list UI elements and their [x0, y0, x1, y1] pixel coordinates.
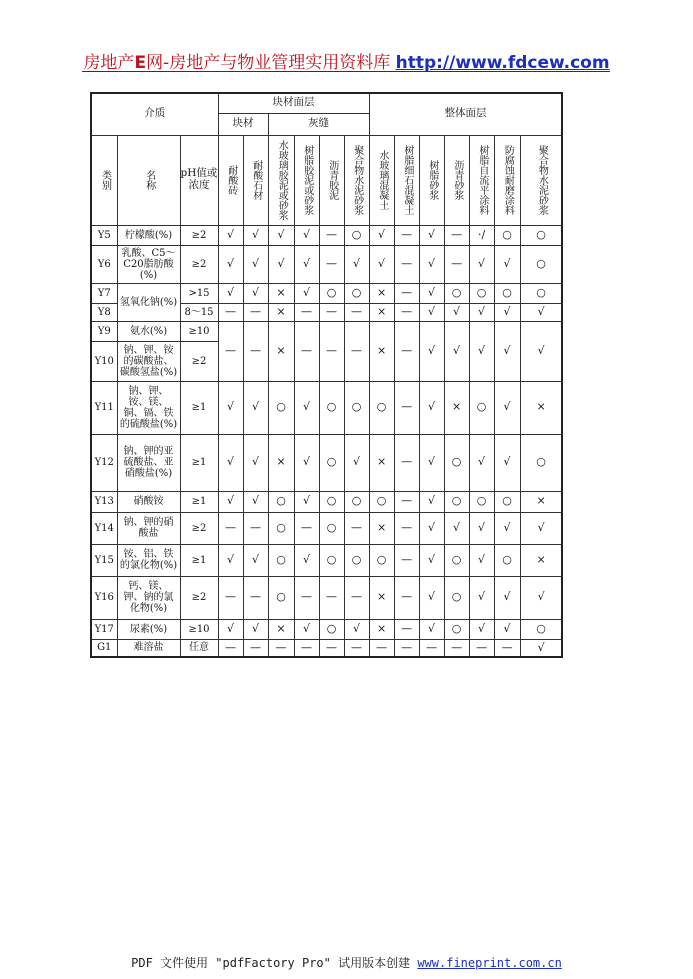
row-code: Y10	[91, 341, 117, 381]
table-cell: —	[419, 639, 444, 657]
table-cell: ×	[369, 303, 394, 321]
table-cell: —	[218, 512, 243, 544]
table-cell: ○	[469, 381, 494, 434]
table-cell: ○	[268, 576, 294, 619]
table-cell: √	[294, 544, 319, 576]
table-cell: ○	[344, 283, 369, 303]
table-cell: —	[243, 321, 268, 381]
table-row	[91, 283, 562, 303]
table-cell: —	[394, 245, 419, 283]
table-cell: √	[344, 619, 369, 639]
table-cell: —	[344, 512, 369, 544]
table-cell: √	[243, 381, 268, 434]
header-block-layer: 块材面层	[218, 93, 369, 113]
table-cell: √	[494, 512, 520, 544]
table-cell: ○	[319, 619, 344, 639]
row-ph: 8～15	[180, 303, 218, 321]
footer-text: PDF 文件使用 "pdfFactory Pro" 试用版本创建	[131, 956, 418, 970]
table-cell: ○	[268, 512, 294, 544]
table-cell: √	[469, 303, 494, 321]
table-cell: ○	[520, 434, 562, 491]
table-cell: √	[294, 283, 319, 303]
table-cell: √	[218, 544, 243, 576]
table-cell: √	[494, 303, 520, 321]
table-cell: √	[469, 619, 494, 639]
table-row	[91, 576, 562, 619]
table-cell: ·/	[469, 225, 494, 245]
table-cell: √	[294, 381, 319, 434]
row-ph: ≥1	[180, 434, 218, 491]
table-cell: √	[419, 576, 444, 619]
table-cell: ×	[369, 321, 394, 381]
table-cell: ○	[319, 381, 344, 434]
row-name: 氢氧化钠(%)	[117, 283, 180, 321]
col-header-5: 聚合物水泥砂浆	[344, 135, 369, 225]
header-url-link[interactable]: http://www.fdcew.com	[395, 53, 610, 73]
table-cell: √	[243, 434, 268, 491]
table-cell: ×	[369, 512, 394, 544]
table-cell: √	[419, 321, 444, 381]
row-code: Y5	[91, 225, 117, 245]
table-cell: √	[218, 434, 243, 491]
table-cell: √	[419, 544, 444, 576]
table-cell: —	[268, 639, 294, 657]
col-header-7: 树脂细石混凝土	[394, 135, 419, 225]
table-cell: ○	[444, 544, 469, 576]
table-cell: —	[243, 512, 268, 544]
table-cell: √	[243, 283, 268, 303]
table-cell: —	[243, 639, 268, 657]
table-cell: ○	[520, 619, 562, 639]
row-ph: ≥2	[180, 225, 218, 245]
row-name: 钠、钾的硝酸盐	[117, 512, 180, 544]
table-cell: ○	[444, 619, 469, 639]
header-name: 名称	[117, 135, 180, 225]
table-cell: —	[394, 619, 419, 639]
col-header-1: 耐酸石材	[243, 135, 268, 225]
row-name: 难溶盐	[117, 639, 180, 657]
table-cell: —	[394, 639, 419, 657]
row-ph: ≥2	[180, 245, 218, 283]
table-cell: √	[469, 544, 494, 576]
table-cell: √	[419, 381, 444, 434]
header-huifeng: 灰缝	[268, 113, 369, 135]
col-header-0: 耐酸砖	[218, 135, 243, 225]
table-cell: —	[319, 245, 344, 283]
table-cell: ○	[319, 512, 344, 544]
table-cell: —	[369, 639, 394, 657]
col-header-2: 水玻璃胶泥或砂浆	[268, 135, 294, 225]
row-name: 钙、镁、钾、钠的氯化物(%)	[117, 576, 180, 619]
table-cell: √	[218, 619, 243, 639]
table-cell: ×	[369, 283, 394, 303]
table-cell: —	[319, 303, 344, 321]
row-ph: ≥1	[180, 381, 218, 434]
table-cell: —	[444, 225, 469, 245]
table-cell: ×	[369, 619, 394, 639]
col-header-11: 防腐蚀耐磨涂料	[494, 135, 520, 225]
table-cell: √	[444, 303, 469, 321]
table-cell: √	[243, 225, 268, 245]
table-cell: —	[319, 225, 344, 245]
row-code: G1	[91, 639, 117, 657]
table-cell: —	[394, 381, 419, 434]
table-cell: —	[344, 303, 369, 321]
table-cell: ○	[268, 544, 294, 576]
table-cell: √	[520, 576, 562, 619]
table-cell: ○	[369, 381, 394, 434]
table-cell: √	[419, 303, 444, 321]
table-cell: —	[319, 321, 344, 381]
table-cell: ○	[520, 283, 562, 303]
table-cell: ×	[268, 321, 294, 381]
table-cell: —	[394, 544, 419, 576]
table-cell: ○	[369, 491, 394, 512]
table-cell: —	[294, 639, 319, 657]
table-cell: √	[469, 321, 494, 381]
row-name: 铵、铝、铁的氯化物(%)	[117, 544, 180, 576]
table-cell: √	[469, 245, 494, 283]
row-name: 氨水(%)	[117, 321, 180, 341]
table-cell: —	[444, 639, 469, 657]
table-cell: —	[294, 303, 319, 321]
table-cell: √	[218, 381, 243, 434]
table-row	[91, 512, 562, 544]
table-cell: —	[294, 321, 319, 381]
table-cell: ○	[344, 491, 369, 512]
table-cell: —	[394, 512, 419, 544]
table-cell: √	[243, 245, 268, 283]
row-name: 钠、钾、铵、镁、铜、镉、铁的硫酸盐(%)	[117, 381, 180, 434]
table-cell: ○	[494, 225, 520, 245]
row-code: Y7	[91, 283, 117, 303]
table-row	[91, 381, 562, 434]
footer-link[interactable]: www.fineprint.com.cn	[417, 956, 562, 970]
pdf-footer	[0, 954, 693, 971]
table-cell: √	[444, 321, 469, 381]
table-cell: √	[268, 225, 294, 245]
col-header-8: 树脂砂浆	[419, 135, 444, 225]
table-cell: √	[469, 512, 494, 544]
row-ph: >15	[180, 283, 218, 303]
table-cell: √	[294, 434, 319, 491]
table-cell: —	[243, 303, 268, 321]
table-cell: —	[394, 321, 419, 381]
table-row	[91, 619, 562, 639]
table-cell: √	[444, 512, 469, 544]
row-name: 钠、钾的亚硫酸盐、亚硝酸盐(%)	[117, 434, 180, 491]
table-cell: √	[520, 512, 562, 544]
row-code: Y15	[91, 544, 117, 576]
table-row	[91, 491, 562, 512]
col-header-12: 聚合物水泥砂浆	[520, 135, 562, 225]
header-rule	[82, 71, 610, 72]
table-cell: —	[344, 321, 369, 381]
table-row	[91, 245, 562, 283]
row-ph: ≥2	[180, 341, 218, 381]
table-cell: √	[494, 245, 520, 283]
table-cell: √	[268, 245, 294, 283]
row-ph: ≥1	[180, 491, 218, 512]
header-kuaicai: 块材	[218, 113, 268, 135]
table-row	[91, 434, 562, 491]
table-cell: √	[419, 245, 444, 283]
table-cell: ×	[268, 434, 294, 491]
table-cell: —	[394, 225, 419, 245]
row-name: 钠、钾、铵的碳酸盐、碳酸氢盐(%)	[117, 341, 180, 381]
table-cell: ○	[319, 283, 344, 303]
site-header	[0, 48, 693, 72]
table-cell: ○	[494, 283, 520, 303]
table-cell: ○	[520, 225, 562, 245]
table-cell: √	[494, 576, 520, 619]
table-cell: √	[520, 303, 562, 321]
header-medium: 介质	[91, 93, 218, 135]
table-cell: ○	[444, 434, 469, 491]
table-cell: ×	[444, 381, 469, 434]
corrosion-table	[90, 92, 563, 658]
table-cell: ×	[520, 544, 562, 576]
table-cell: ○	[344, 544, 369, 576]
table-cell: ×	[268, 283, 294, 303]
header-class: 类别	[91, 135, 117, 225]
table-cell: √	[494, 619, 520, 639]
row-ph: ≥1	[180, 544, 218, 576]
table-cell: √	[419, 491, 444, 512]
table-cell: √	[344, 245, 369, 283]
table-cell: √	[369, 245, 394, 283]
table-cell: √	[218, 491, 243, 512]
header-whole-layer: 整体面层	[369, 93, 562, 135]
table-cell: —	[218, 639, 243, 657]
row-ph: ≥10	[180, 321, 218, 341]
table-cell: ○	[444, 491, 469, 512]
row-code: Y11	[91, 381, 117, 434]
table-cell: √	[494, 434, 520, 491]
table-cell: —	[344, 576, 369, 619]
table-cell: √	[344, 434, 369, 491]
row-name: 硝酸铵	[117, 491, 180, 512]
col-header-9: 沥青砂浆	[444, 135, 469, 225]
table-cell: —	[319, 639, 344, 657]
table-cell: √	[243, 544, 268, 576]
table-cell: —	[394, 434, 419, 491]
header-brand-e: E	[134, 53, 147, 73]
row-ph: 任意	[180, 639, 218, 657]
table-cell: √	[494, 321, 520, 381]
row-name: 柠檬酸(%)	[117, 225, 180, 245]
row-name: 尿素(%)	[117, 619, 180, 639]
table-cell: —	[294, 576, 319, 619]
table-cell: ×	[520, 381, 562, 434]
table-cell: —	[394, 491, 419, 512]
table-cell: —	[218, 321, 243, 381]
table-cell: —	[243, 576, 268, 619]
table-cell: —	[494, 639, 520, 657]
row-code: Y13	[91, 491, 117, 512]
table-cell: ○	[319, 434, 344, 491]
row-code: Y12	[91, 434, 117, 491]
col-header-10: 树脂自流平涂料	[469, 135, 494, 225]
table-cell: ○	[344, 381, 369, 434]
table-row	[91, 639, 562, 657]
table-cell: ○	[494, 544, 520, 576]
table-row	[91, 225, 562, 245]
table-cell: ○	[469, 283, 494, 303]
table-cell: √	[294, 225, 319, 245]
table-cell: —	[469, 639, 494, 657]
table-cell: ×	[369, 434, 394, 491]
table-cell: ○	[319, 544, 344, 576]
col-header-3: 树脂胶泥或砂浆	[294, 135, 319, 225]
table-cell: √	[294, 245, 319, 283]
table-cell: ×	[520, 491, 562, 512]
table-cell: √	[294, 619, 319, 639]
row-code: Y17	[91, 619, 117, 639]
table-row	[91, 544, 562, 576]
table-cell: √	[419, 512, 444, 544]
table-cell: ×	[268, 303, 294, 321]
table-cell: ×	[268, 619, 294, 639]
row-code: Y14	[91, 512, 117, 544]
table-cell: √	[419, 434, 444, 491]
row-ph: ≥2	[180, 576, 218, 619]
table-cell: √	[218, 283, 243, 303]
table-cell: ×	[369, 576, 394, 619]
table-cell: ○	[469, 491, 494, 512]
table-cell: √	[419, 225, 444, 245]
table-cell: √	[520, 639, 562, 657]
table-cell: —	[218, 303, 243, 321]
table-cell: √	[369, 225, 394, 245]
col-header-4: 沥青胶泥	[319, 135, 344, 225]
table-cell: —	[394, 283, 419, 303]
table-cell: —	[294, 512, 319, 544]
table-cell: √	[469, 434, 494, 491]
row-code: Y8	[91, 303, 117, 321]
row-name: 乳酸、C5～C20脂肪酸(%)	[117, 245, 180, 283]
table-cell: —	[218, 576, 243, 619]
row-code: Y9	[91, 321, 117, 341]
table-cell: —	[394, 303, 419, 321]
table-cell: ○	[344, 225, 369, 245]
table-cell: —	[394, 576, 419, 619]
table-cell: ○	[268, 381, 294, 434]
table-cell: √	[218, 225, 243, 245]
table-cell: ○	[369, 544, 394, 576]
table-cell: ○	[444, 283, 469, 303]
table-cell: √	[469, 576, 494, 619]
row-code: Y6	[91, 245, 117, 283]
table-cell: √	[494, 381, 520, 434]
table-cell: √	[520, 321, 562, 381]
table-cell: √	[218, 245, 243, 283]
table-cell: —	[444, 245, 469, 283]
table-cell: √	[419, 619, 444, 639]
col-header-6: 水玻璃混凝土	[369, 135, 394, 225]
table-cell: —	[344, 639, 369, 657]
table-cell: √	[243, 491, 268, 512]
header-ph: pH值或浓度	[180, 135, 218, 225]
row-code: Y16	[91, 576, 117, 619]
table-cell: √	[419, 283, 444, 303]
table-cell: √	[294, 491, 319, 512]
table-cell: ○	[319, 491, 344, 512]
table-cell: √	[243, 619, 268, 639]
row-ph: ≥2	[180, 512, 218, 544]
table-cell: ○	[444, 576, 469, 619]
table-cell: ○	[268, 491, 294, 512]
header-subtitle: 网-房地产与物业管理实用资料库	[146, 53, 391, 73]
table-cell: ○	[520, 245, 562, 283]
header-brand: 房地产	[83, 53, 135, 73]
row-ph: ≥10	[180, 619, 218, 639]
table-cell: ○	[494, 491, 520, 512]
table-row	[91, 321, 562, 341]
table-cell: —	[319, 576, 344, 619]
